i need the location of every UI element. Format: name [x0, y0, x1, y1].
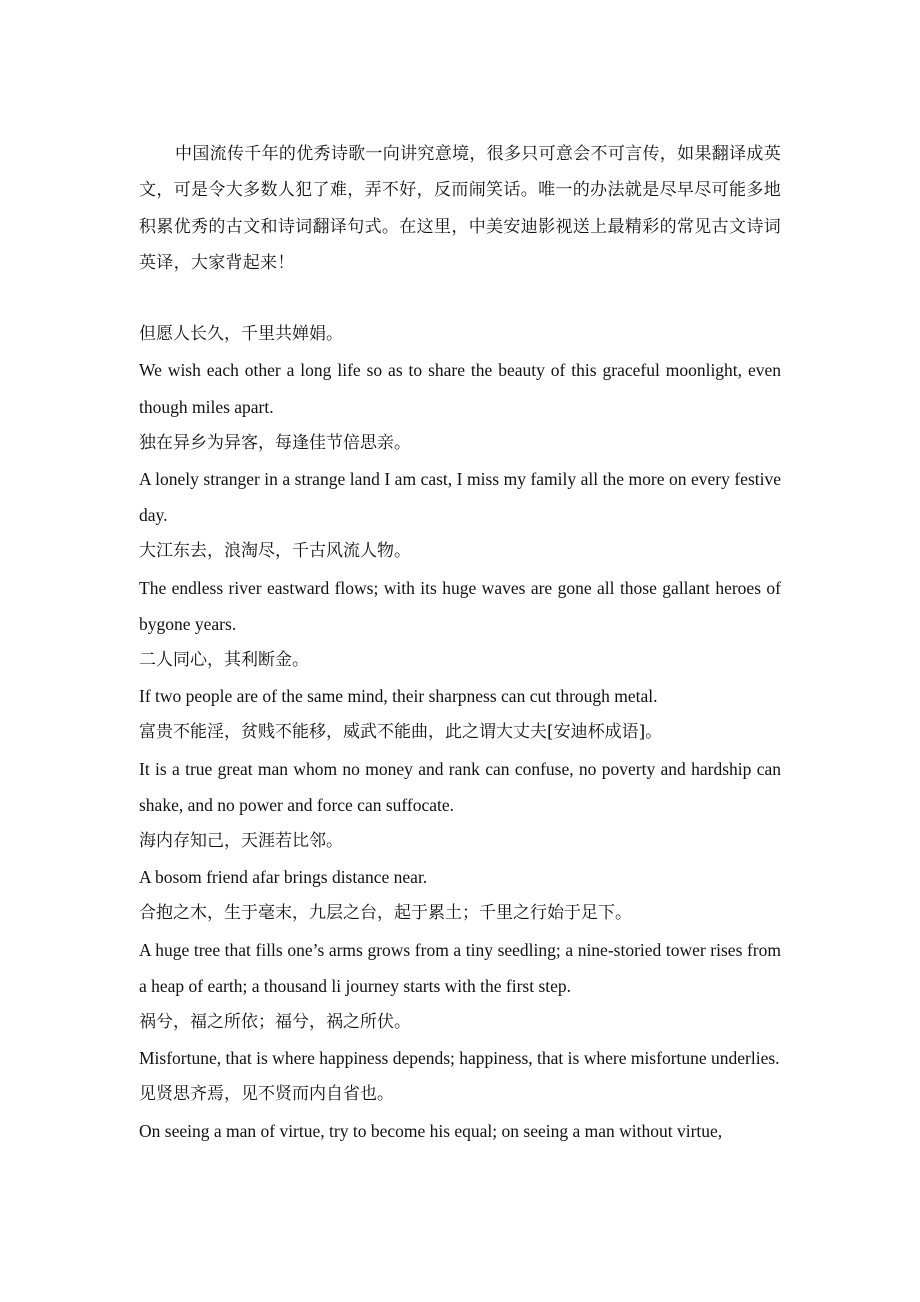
verse-item	[139, 425, 781, 534]
english-translation: We wish each other a long life so as to share the beauty of this graceful moonlight, even though miles apart.	[139, 360, 781, 417]
verse-item	[139, 316, 781, 425]
chinese-line: 祸兮，福之所依；福兮，祸之所伏。	[139, 1012, 411, 1033]
english-translation: A bosom friend afar brings distance near.	[139, 867, 428, 888]
chinese-line: 见贤思齐焉，见不贤而内自省也。	[139, 1084, 394, 1105]
english-translation: The endless river eastward flows; with its huge waves are gone all those gallant heroes of bygone years.	[139, 577, 781, 634]
verse-item	[139, 895, 781, 1004]
verse-list	[139, 316, 781, 1149]
english-translation: On seeing a man of virtue, try to become his equal; on seeing a man without virtue,	[139, 1120, 723, 1141]
chinese-line: 独在异乡为异客，每逢佳节倍思亲。	[139, 432, 411, 453]
verse-item	[139, 642, 781, 714]
chinese-line: 大江东去，浪淘尽，千古风流人物。	[139, 541, 411, 562]
intro-paragraph: 中国流传千年的优秀诗歌一向讲究意境，很多只可意会不可言传，如果翻译成英文，可是令大多数人犯了难，弄不好，反而闹笑话。唯一的办法就是尽早尽可能多地积累优秀的古文和诗词翻译句式。在这里，中美安迪影视送上最精彩的常见古文诗词英译，大家背起来！	[139, 144, 781, 273]
chinese-line: 但愿人长久，千里共婵娟。	[139, 324, 343, 345]
chinese-line: 海内存知己，天涯若比邻。	[139, 831, 343, 852]
verse-item	[139, 1004, 781, 1076]
english-translation: A huge tree that fills one’s arms grows from a tiny seedling; a nine-storied tower rises from a heap of earth; a thousand li journey starts with the first step.	[139, 939, 781, 996]
verse-item	[139, 533, 781, 642]
english-translation: It is a true great man whom no money and rank can confuse, no poverty and hardship can shake, and no power and force can suffocate.	[139, 758, 781, 815]
english-translation: A lonely stranger in a strange land I am cast, I miss my family all the more on every festive day.	[139, 469, 781, 526]
english-translation: If two people are of the same mind, their sharpness can cut through metal.	[139, 686, 658, 707]
document-page	[139, 136, 781, 1149]
chinese-line: 合抱之木，生于毫末，九层之台，起于累土；千里之行始于足下。	[139, 903, 632, 924]
verse-item	[139, 1076, 781, 1148]
verse-item	[139, 823, 781, 895]
english-translation: Misfortune, that is where happiness depends; happiness, that is where misfortune underlies.	[139, 1048, 780, 1069]
chinese-line: 二人同心，其利断金。	[139, 650, 309, 671]
chinese-line: 富贵不能淫，贫贱不能移，威武不能曲，此之谓大丈夫[安迪杯成语]。	[139, 722, 663, 743]
verse-item	[139, 714, 781, 823]
